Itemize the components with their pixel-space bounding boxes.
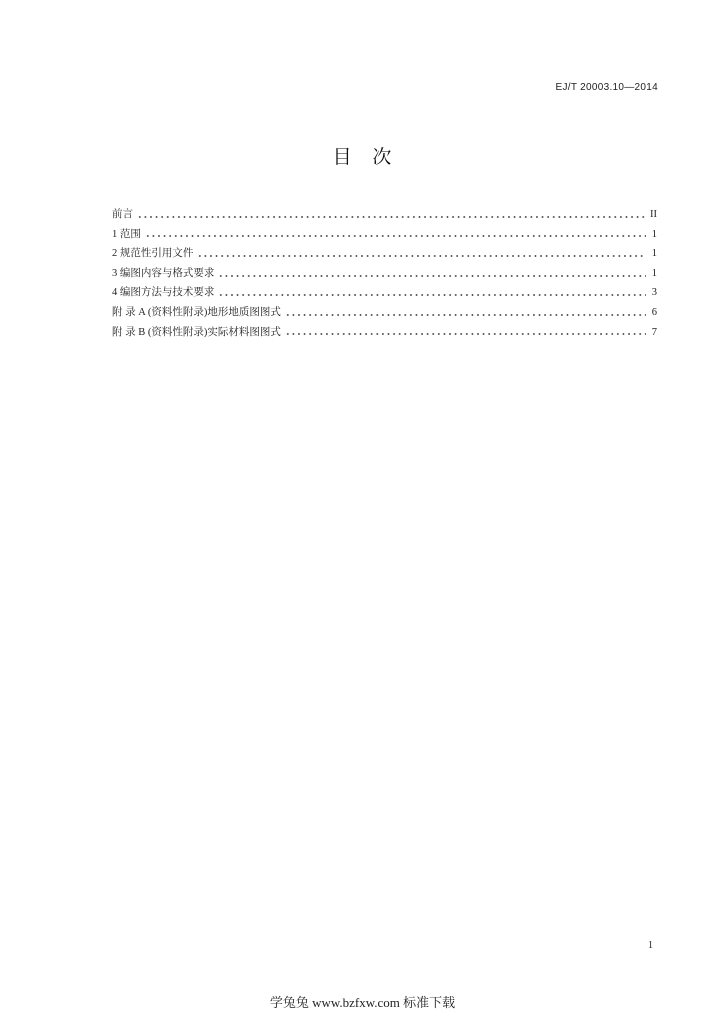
toc-entry-label: 2 规范性引用文件 bbox=[112, 248, 194, 260]
page-number: 1 bbox=[648, 940, 653, 951]
toc-entry-foreword[interactable] bbox=[112, 205, 657, 225]
toc-entry-label: 附 录 B (资料性附录)实际材料图图式 bbox=[112, 326, 281, 338]
toc-entry-methods[interactable] bbox=[112, 283, 657, 303]
footer-watermark-text: 学兔兔 www.bzfxw.com 标准下载 bbox=[269, 995, 456, 1010]
toc-leader bbox=[218, 292, 646, 298]
standard-number: EJ/T 20003.10—2014 bbox=[555, 82, 658, 93]
toc-entry-page: 1 bbox=[651, 228, 657, 240]
page-title: 目 次 bbox=[332, 147, 393, 168]
toc-entry-label: 1 范围 bbox=[112, 228, 141, 240]
toc-entry-page: 1 bbox=[651, 267, 657, 279]
toc-leader bbox=[145, 233, 646, 239]
toc-entry-label: 前言 bbox=[112, 209, 133, 220]
toc-entry-page: 6 bbox=[651, 306, 657, 318]
toc-entry-normative-references[interactable] bbox=[112, 244, 657, 264]
toc-entry-page: 3 bbox=[651, 287, 657, 299]
toc-entry-appendix-b[interactable] bbox=[112, 323, 657, 343]
toc-leader bbox=[218, 273, 646, 279]
toc-leader bbox=[285, 331, 646, 337]
toc-entry-label: 4 编图方法与技术要求 bbox=[112, 287, 215, 299]
toc-entry-page: 7 bbox=[651, 326, 657, 338]
toc-leader bbox=[285, 312, 646, 318]
toc-entry-scope[interactable] bbox=[112, 225, 657, 245]
toc-entry-label: 附 录 A (资料性附录)地形地质图图式 bbox=[112, 306, 281, 318]
toc-leader bbox=[137, 214, 646, 220]
toc-entry-page: 1 bbox=[651, 248, 657, 260]
toc-leader bbox=[197, 253, 646, 259]
toc-entry-page: II bbox=[650, 209, 657, 220]
toc-entry-appendix-a[interactable] bbox=[112, 303, 657, 323]
table-of-contents bbox=[112, 205, 657, 342]
toc-entry-label: 3 编图内容与格式要求 bbox=[112, 267, 215, 279]
toc-entry-content-format[interactable] bbox=[112, 264, 657, 284]
